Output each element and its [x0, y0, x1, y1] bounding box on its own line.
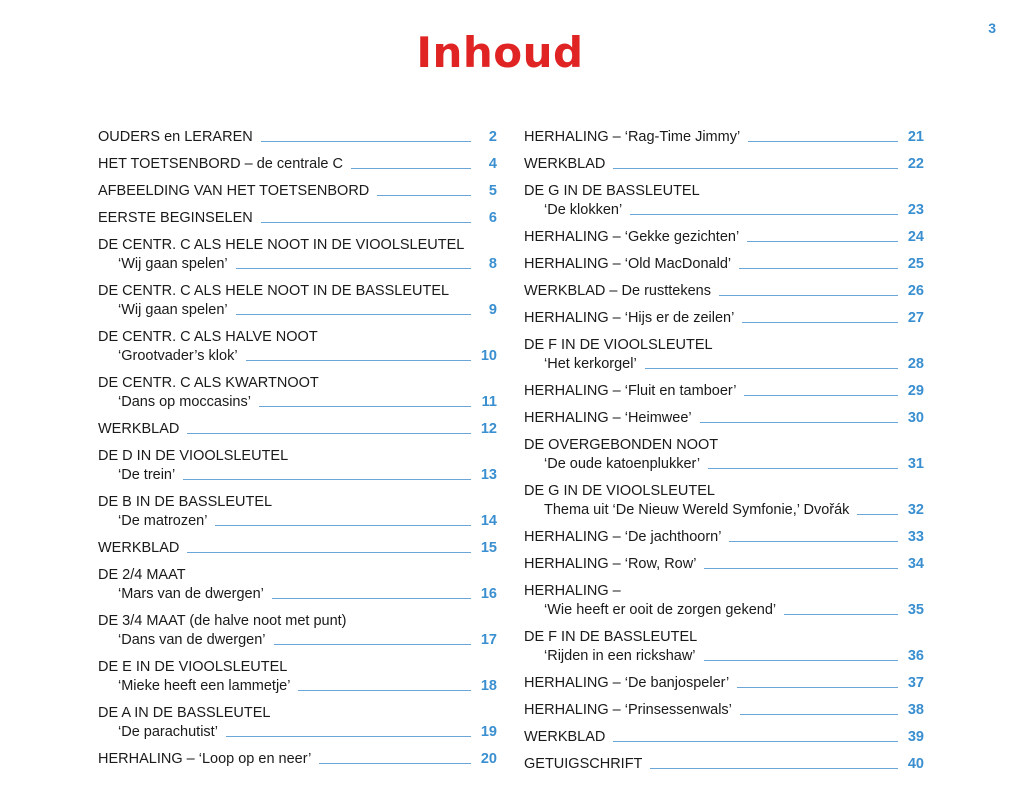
toc-page-number: 18	[480, 678, 497, 694]
toc-entry	[524, 336, 924, 373]
toc-entry-title: AFBEELDING VAN HET TOETSENBORD	[98, 183, 370, 199]
toc-page-number: 27	[907, 310, 924, 326]
toc-entry	[98, 658, 497, 695]
toc-page-number: 35	[907, 602, 924, 618]
toc-entry-heading: DE D IN DE VIOOLSLEUTEL	[98, 448, 289, 464]
toc-entry-title: ‘De parachutist’	[118, 724, 218, 740]
toc-entry-title: ‘Rijden in een rickshaw’	[544, 648, 696, 664]
toc-entry	[98, 539, 497, 557]
toc-entry-title: EERSTE BEGINSELEN	[98, 210, 253, 226]
toc-entry-title: WERKBLAD	[98, 421, 180, 437]
toc-page-number: 30	[907, 410, 924, 426]
toc-entry	[524, 755, 924, 773]
toc-page-number: 24	[907, 229, 924, 245]
toc-entry-title: Thema uit ‘De Nieuw Wereld Symfonie,’ Dvořák	[544, 502, 850, 518]
toc-entry-heading: DE F IN DE BASSLEUTEL	[524, 629, 698, 645]
toc-entry	[524, 255, 924, 273]
toc-leader-line	[215, 524, 471, 526]
toc-leader-line	[226, 735, 471, 737]
toc-entry	[524, 728, 924, 746]
toc-leader-line	[650, 767, 898, 769]
toc-entry-title: HET TOETSENBORD – de centrale C	[98, 156, 343, 172]
toc-page-number: 10	[480, 348, 497, 364]
toc-entry	[98, 282, 497, 319]
toc-entry	[524, 582, 924, 619]
page-number: 3	[988, 20, 996, 36]
toc-leader-line	[748, 140, 898, 142]
toc-leader-line	[319, 762, 471, 764]
toc-entry	[98, 209, 497, 227]
toc-entry-heading: DE F IN DE VIOOLSLEUTEL	[524, 337, 713, 353]
toc-page-number: 23	[907, 202, 924, 218]
toc-entry-title: WERKBLAD	[524, 156, 606, 172]
page-title: Inhoud	[416, 28, 584, 77]
toc-entry	[98, 447, 497, 484]
toc-entry	[524, 309, 924, 327]
toc-page-number: 16	[480, 586, 497, 602]
toc-page-number: 19	[480, 724, 497, 740]
toc-leader-line	[246, 359, 471, 361]
toc-leader-line	[272, 597, 471, 599]
toc-entry	[98, 493, 497, 530]
toc-entry-title: ‘Mieke heeft een lammetje’	[118, 678, 291, 694]
toc-entry-heading: DE CENTR. C ALS KWARTNOOT	[98, 375, 319, 391]
toc-page-number: 25	[907, 256, 924, 272]
toc-page-number: 31	[907, 456, 924, 472]
toc-entry-heading: DE CENTR. C ALS HELE NOOT IN DE BASSLEUTEL	[98, 283, 450, 299]
toc-entry	[524, 382, 924, 400]
toc-page-number: 6	[488, 210, 497, 226]
toc-page-number: 5	[488, 183, 497, 199]
toc-entry	[524, 282, 924, 300]
toc-entry-title: ‘Dans van de dwergen’	[118, 632, 266, 648]
toc-entry-title: HERHALING – ‘Row, Row’	[524, 556, 697, 572]
toc-page-number: 12	[480, 421, 497, 437]
toc-page-number: 28	[907, 356, 924, 372]
toc-entry-title: HERHALING – ‘Prinsessenwals’	[524, 702, 732, 718]
toc-page-number: 33	[907, 529, 924, 545]
toc-entry-title: WERKBLAD	[524, 729, 606, 745]
toc-page-number: 9	[488, 302, 497, 318]
toc-leader-line	[739, 267, 898, 269]
toc-entry	[524, 182, 924, 219]
toc-entry	[524, 701, 924, 719]
toc-page-number: 22	[907, 156, 924, 172]
toc-page-number: 40	[907, 756, 924, 772]
toc-entry-title: ‘De trein’	[118, 467, 176, 483]
toc-leader-line	[274, 643, 471, 645]
toc-entry	[98, 328, 497, 365]
toc-entry	[524, 409, 924, 427]
toc-entry-title: HERHALING – ‘Loop op en neer’	[98, 751, 312, 767]
toc-entry-heading: DE 3/4 MAAT (de halve noot met punt)	[98, 613, 347, 629]
toc-entry-title: OUDERS en LERAREN	[98, 129, 253, 145]
toc-entry-title: ‘Dans op moccasins’	[118, 394, 251, 410]
toc-entry-title: ‘Wij gaan spelen’	[118, 256, 228, 272]
toc-entry-heading: DE G IN DE BASSLEUTEL	[524, 183, 700, 199]
toc-page-number: 17	[480, 632, 497, 648]
toc-entry-heading: DE 2/4 MAAT	[98, 567, 186, 583]
toc-leader-line	[704, 567, 898, 569]
toc-entry-heading: DE CENTR. C ALS HALVE NOOT	[98, 329, 318, 345]
toc-page-number: 32	[907, 502, 924, 518]
toc-entry-title: ‘Mars van de dwergen’	[118, 586, 264, 602]
toc-leader-line	[645, 367, 898, 369]
toc-entry	[98, 704, 497, 741]
toc-entry-heading: DE A IN DE BASSLEUTEL	[98, 705, 271, 721]
toc-leader-line	[259, 405, 471, 407]
toc-leader-line	[613, 167, 898, 169]
toc-entry	[98, 420, 497, 438]
toc-entry-title: HERHALING – ‘De banjospeler’	[524, 675, 730, 691]
toc-entry-heading: DE CENTR. C ALS HELE NOOT IN DE VIOOLSLEUTEL	[98, 237, 465, 253]
toc-entry-title: ‘De matrozen’	[118, 513, 208, 529]
toc-leader-line	[187, 432, 471, 434]
toc-entry	[524, 482, 924, 519]
toc-leader-line	[857, 513, 898, 515]
toc-entry-heading: DE E IN DE VIOOLSLEUTEL	[98, 659, 288, 675]
toc-entry	[524, 128, 924, 146]
toc-page-number: 15	[480, 540, 497, 556]
toc-entry	[524, 555, 924, 573]
toc-entry-title: HERHALING – ‘Hijs er de zeilen’	[524, 310, 735, 326]
toc-entry	[98, 612, 497, 649]
toc-entry	[524, 528, 924, 546]
toc-entry-heading: DE OVERGEBONDEN NOOT	[524, 437, 719, 453]
toc-leader-line	[261, 140, 471, 142]
toc-page-number: 38	[907, 702, 924, 718]
toc-page-number: 21	[907, 129, 924, 145]
toc-entry	[98, 182, 497, 200]
toc-entry	[524, 155, 924, 173]
toc-leader-line	[742, 321, 898, 323]
toc-page-number: 20	[480, 751, 497, 767]
toc-leader-line	[719, 294, 898, 296]
toc-leader-line	[700, 421, 898, 423]
toc-page-number: 29	[907, 383, 924, 399]
toc-entry-title: HERHALING – ‘De jachthoorn’	[524, 529, 722, 545]
toc-leader-line	[708, 467, 898, 469]
toc-leader-line	[298, 689, 471, 691]
toc-leader-line	[613, 740, 898, 742]
toc-page-number: 34	[907, 556, 924, 572]
toc-entry	[524, 674, 924, 692]
toc-leader-line	[261, 221, 471, 223]
toc-page-number: 11	[481, 394, 497, 410]
toc-entry-title: HERHALING – ‘Gekke gezichten’	[524, 229, 740, 245]
toc-leader-line	[187, 551, 471, 553]
toc-entry	[524, 228, 924, 246]
toc-entry	[524, 436, 924, 473]
toc-page-number: 36	[907, 648, 924, 664]
toc-leader-line	[704, 659, 898, 661]
toc-page-number: 13	[480, 467, 497, 483]
toc-page-number: 39	[907, 729, 924, 745]
toc-page-number: 26	[907, 283, 924, 299]
toc-page-number: 14	[480, 513, 497, 529]
toc-entry-heading: DE B IN DE BASSLEUTEL	[98, 494, 273, 510]
toc-entry-title: GETUIGSCHRIFT	[524, 756, 643, 772]
toc-entry-title: ‘De klokken’	[544, 202, 623, 218]
toc-entry-title: WERKBLAD – De rusttekens	[524, 283, 711, 299]
toc-leader-line	[747, 240, 898, 242]
toc-entry	[98, 374, 497, 411]
toc-entry-heading: DE G IN DE VIOOLSLEUTEL	[524, 483, 715, 499]
toc-entry	[98, 236, 497, 273]
toc-entry-heading: HERHALING –	[524, 583, 621, 599]
toc-entry	[98, 155, 497, 173]
toc-entry-title: HERHALING – ‘Old MacDonald’	[524, 256, 732, 272]
toc-entry-title: ‘Grootvader’s klok’	[118, 348, 238, 364]
toc-entry-title: HERHALING – ‘Rag-Time Jimmy’	[524, 129, 741, 145]
toc-page-number: 8	[488, 256, 497, 272]
toc-column-left	[98, 128, 497, 777]
toc-entry-title: ‘De oude katoenplukker’	[544, 456, 701, 472]
toc-leader-line	[377, 194, 471, 196]
toc-leader-line	[729, 540, 898, 542]
toc-entry-title: WERKBLAD	[98, 540, 180, 556]
toc-leader-line	[737, 686, 898, 688]
toc-leader-line	[744, 394, 898, 396]
toc-entry	[98, 750, 497, 768]
toc-leader-line	[740, 713, 898, 715]
toc-leader-line	[236, 313, 471, 315]
toc-page-number: 4	[488, 156, 497, 172]
toc-column-right	[524, 128, 924, 782]
toc-leader-line	[351, 167, 471, 169]
toc-entry-title: HERHALING – ‘Fluit en tamboer’	[524, 383, 737, 399]
toc-leader-line	[630, 213, 898, 215]
toc-page-number: 37	[907, 675, 924, 691]
toc-leader-line	[183, 478, 471, 480]
toc-page-number: 2	[488, 129, 497, 145]
toc-entry	[524, 628, 924, 665]
toc-leader-line	[784, 613, 898, 615]
toc-entry-title: HERHALING – ‘Heimwee’	[524, 410, 692, 426]
toc-entry-title: ‘Wij gaan spelen’	[118, 302, 228, 318]
toc-entry	[98, 566, 497, 603]
toc-entry-title: ‘Wie heeft er ooit de zorgen gekend’	[544, 602, 777, 618]
toc-entry	[98, 128, 497, 146]
toc-leader-line	[236, 267, 471, 269]
toc-entry-title: ‘Het kerkorgel’	[544, 356, 637, 372]
